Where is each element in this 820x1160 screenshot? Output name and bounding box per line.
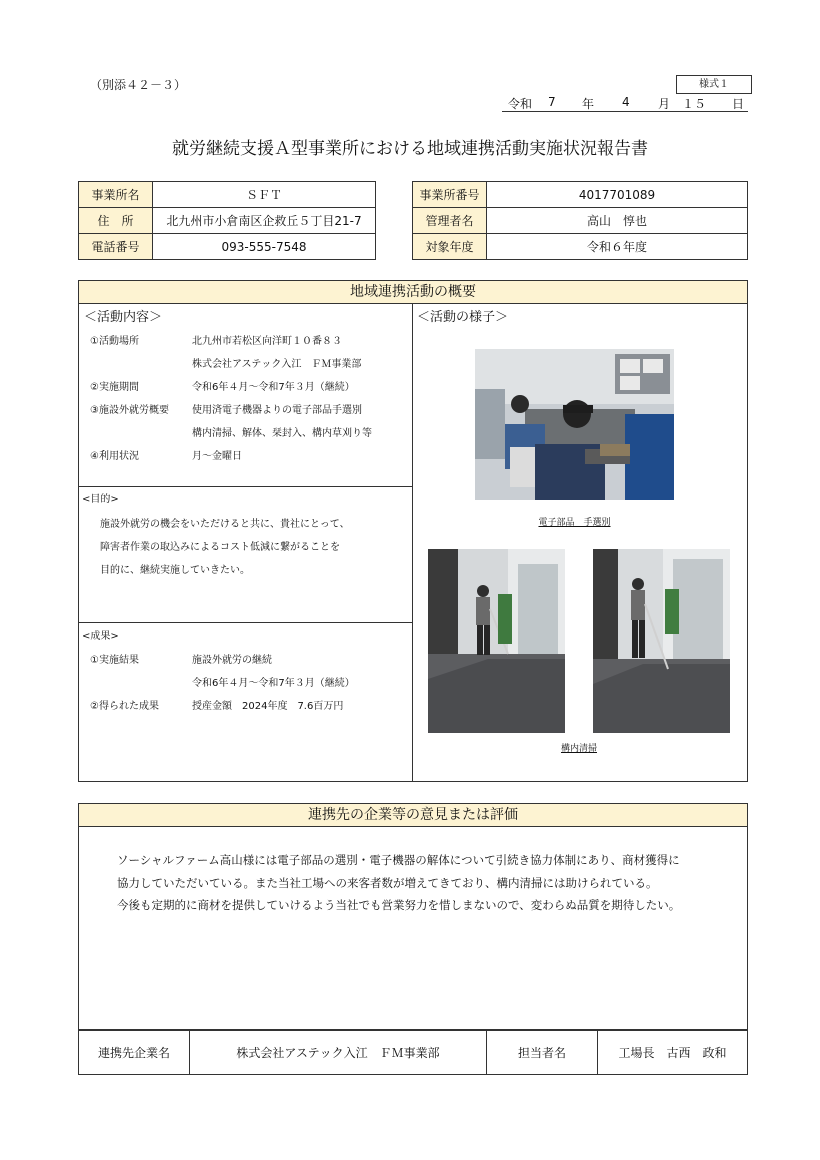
activity-heading: ＜活動内容＞ (84, 310, 163, 325)
office-name-value: ＳＦＴ (153, 182, 376, 208)
evaluation-text (117, 849, 742, 917)
activity-row-value: 月～金曜日 (192, 451, 242, 462)
info-row (79, 182, 376, 208)
evaluation-line: 今後も定期的に商材を提供していけるよう当社でも営業努力を惜しまないので、変わらぬ品質を期待したい。 (117, 898, 681, 912)
address-label: 住 所 (79, 208, 153, 234)
cleaning-photo-right (593, 549, 730, 733)
form-number-box: 様式１ (676, 75, 752, 94)
activity-row-value: 株式会社アステック入江 ＦＭ事業部 (192, 359, 362, 370)
sorting-photo (475, 349, 674, 500)
cleaning-photo-left-image (428, 549, 565, 733)
target-year-label: 対象年度 (413, 234, 487, 260)
result-heading: <成果> (82, 631, 119, 642)
date-month: 4 (622, 95, 630, 109)
result-row-label: ②得られた成果 (90, 701, 159, 712)
purpose-divider (79, 486, 412, 487)
scene-heading: ＜活動の様子＞ (417, 310, 509, 325)
activity-row-label: ④利用状況 (90, 451, 139, 462)
evaluation-line: 協力していただいている。また当社工場への来客者数が増えてきており、構内清掃には助けられている。 (117, 875, 658, 890)
overview-column-divider (412, 303, 413, 781)
partner-footer-table (78, 1029, 748, 1075)
date-day-unit: 日 (732, 97, 745, 111)
date-era: 令和 (508, 97, 533, 111)
evaluation-section (78, 803, 748, 1031)
result-row-value: 施設外就労の継続 (192, 655, 272, 666)
info-row (413, 208, 748, 234)
info-row (79, 234, 376, 260)
cleaning-photo-caption: 構内清掃 (560, 744, 597, 754)
purpose-line: 目的に、継続実施していきたい。 (100, 565, 250, 576)
result-divider (79, 622, 412, 623)
phone-value: 093-555-7548 (153, 234, 376, 260)
result-row-value: 令和6年４月～令和7年３月（継続） (192, 678, 355, 689)
report-date (502, 95, 748, 112)
date-year-unit: 年 (582, 97, 595, 111)
activity-row-label: ③施設外就労概要 (90, 405, 169, 416)
office-number-value: 4017701089 (487, 182, 748, 208)
address-value: 北九州市小倉南区企救丘５丁目21-7 (153, 208, 376, 234)
phone-label: 電話番号 (79, 234, 153, 260)
target-year-value: 令和６年度 (487, 234, 748, 260)
cleaning-photo-left (428, 549, 565, 733)
sorting-photo-image (475, 349, 674, 500)
date-day: １５ (682, 97, 707, 111)
office-name-label: 事業所名 (79, 182, 153, 208)
purpose-line: 障害者作業の取込みによるコスト低減に繋がることを (100, 542, 340, 553)
activity-row-label: ①活動場所 (90, 336, 139, 347)
footer-row (79, 1030, 748, 1075)
company-label: 連携先企業名 (79, 1030, 190, 1075)
document-reference: （別添４２－３） (90, 78, 187, 92)
office-info-table (78, 181, 376, 260)
manager-label: 管理者名 (413, 208, 487, 234)
person-label: 担当者名 (487, 1030, 598, 1075)
office-number-label: 事業所番号 (413, 182, 487, 208)
info-row (79, 208, 376, 234)
page-title: 就労継続支援Ａ型事業所における地域連携活動実施状況報告書 (172, 139, 648, 159)
activity-row-label: ②実施期間 (90, 382, 139, 393)
activity-row-value: 構内清掃、解体、栞封入、構内草刈り等 (192, 428, 372, 439)
evaluation-header: 連携先の企業等の意見または評価 (79, 804, 747, 827)
date-month-unit: 月 (658, 97, 671, 111)
result-row-label: ①実施結果 (90, 655, 139, 666)
activity-row-value: 令和6年４月～令和7年３月（継続） (192, 382, 355, 393)
result-row-value: 授産金額 2024年度 7.6百万円 (192, 701, 344, 712)
date-year: 7 (548, 95, 556, 109)
purpose-heading: <目的> (82, 494, 119, 505)
purpose-line: 施設外就労の機会をいただけると共に、貴社にとって、 (100, 519, 350, 530)
overview-header: 地域連携活動の概要 (79, 281, 747, 304)
office-admin-table (412, 181, 748, 260)
info-row (413, 234, 748, 260)
activity-row-value: 北九州市若松区向洋町１０番８３ (192, 336, 342, 347)
activity-row-value: 使用済電子機器よりの電子部品手選別 (192, 405, 362, 416)
manager-value: 高山 惇也 (487, 208, 748, 234)
info-row (413, 182, 748, 208)
sorting-photo-caption: 電子部品 手選別 (538, 518, 611, 528)
cleaning-photo-right-image (593, 549, 730, 733)
person-value: 工場長 古西 政和 (598, 1030, 748, 1075)
company-value: 株式会社アステック入江 ＦＭ事業部 (190, 1030, 487, 1075)
evaluation-line: ソーシャルファーム高山様には電子部品の選別・電子機器の解体について引続き協力体制にあり、商材獲得に (117, 853, 680, 867)
